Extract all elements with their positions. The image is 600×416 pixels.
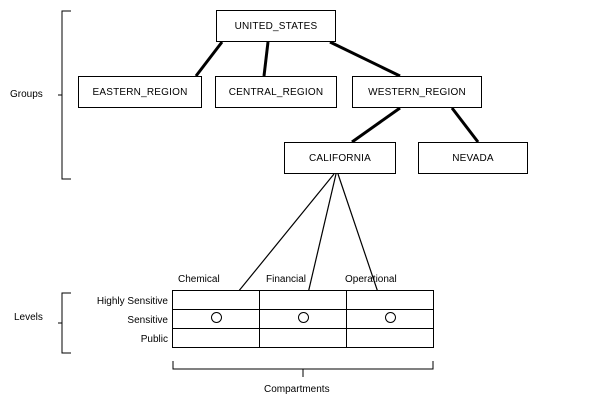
compartments-label: Compartments <box>264 384 330 395</box>
tree-edge <box>452 108 478 142</box>
node-nevada[interactable] <box>418 142 528 174</box>
matrix-row <box>173 329 434 348</box>
matrix-table <box>172 290 434 348</box>
compartment-matrix <box>172 290 434 348</box>
node-eastern-region[interactable] <box>78 76 202 108</box>
column-label-chemical: Chemical <box>178 274 220 285</box>
column-label-financial: Financial <box>266 274 307 285</box>
tree-edge <box>196 42 222 76</box>
matrix-cell[interactable] <box>347 329 434 348</box>
matrix-cell[interactable] <box>347 291 434 310</box>
row-label-public: Public <box>140 334 168 345</box>
node-label: CENTRAL_REGION <box>228 86 324 98</box>
node-label: CALIFORNIA <box>308 152 371 164</box>
node-label: NEVADA <box>452 152 494 164</box>
node-united-states[interactable] <box>216 10 336 42</box>
node-california[interactable] <box>284 142 396 174</box>
compartment-marker-icon <box>298 312 309 323</box>
node-label: UNITED_STATES <box>234 20 318 32</box>
column-label-operational: Operational <box>345 274 397 285</box>
row-label-sensitive: Sensitive <box>127 315 168 326</box>
matrix-cell[interactable] <box>260 310 347 329</box>
node-western-region[interactable] <box>352 76 482 108</box>
matrix-cell[interactable] <box>260 329 347 348</box>
matrix-row <box>173 291 434 310</box>
node-central-region[interactable] <box>215 76 337 108</box>
groups-bracket <box>58 10 72 180</box>
matrix-cell[interactable] <box>173 329 260 348</box>
groups-label: Groups <box>10 89 43 100</box>
matrix-cell[interactable] <box>347 310 434 329</box>
levels-label: Levels <box>14 312 43 323</box>
compartment-marker-icon <box>211 312 222 323</box>
compartments-bracket <box>172 360 434 378</box>
compartment-marker-icon <box>385 312 396 323</box>
matrix-row <box>173 310 434 329</box>
matrix-cell[interactable] <box>173 291 260 310</box>
tree-edge <box>352 108 400 142</box>
node-label: EASTERN_REGION <box>92 86 188 98</box>
tree-edge <box>330 42 400 76</box>
row-label-highly-sensitive: Highly Sensitive <box>96 296 168 307</box>
tree-edge <box>264 42 268 76</box>
matrix-cell[interactable] <box>173 310 260 329</box>
matrix-cell[interactable] <box>260 291 347 310</box>
node-label: WESTERN_REGION <box>368 86 466 98</box>
